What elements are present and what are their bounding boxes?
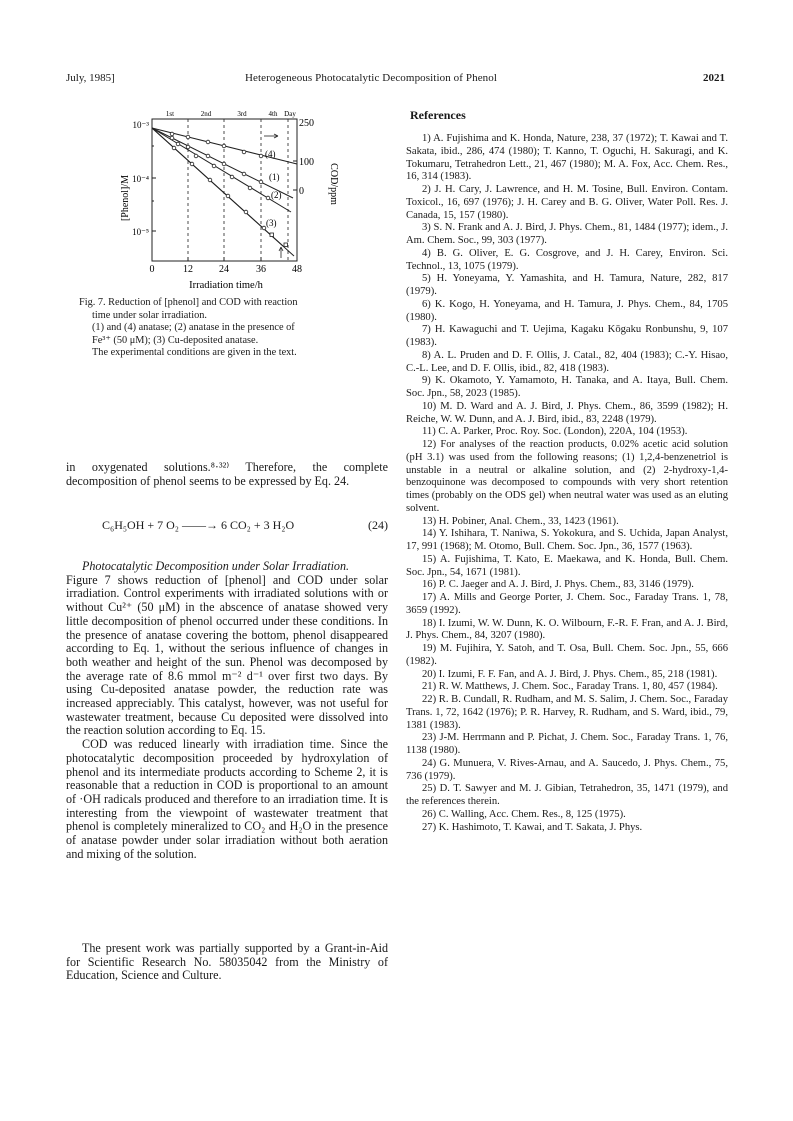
equation-text: C₆H₅OH + 7 O₂ ——→ 6 CO₂ + 3 H₂O xyxy=(102,518,295,532)
reference-item: 27) K. Hashimoto, T. Kawai, and T. Sakata, J. Phys. xyxy=(422,821,643,833)
y-right-axis-label: COD/ppm xyxy=(328,163,339,205)
curve-label: (3) xyxy=(266,218,277,228)
reference-item: 17) A. Mills and George Porter, J. Chem. Soc., Faraday Trans. 1, 78, 3659 (1992). xyxy=(406,592,728,616)
equation-number: (24) xyxy=(368,518,388,532)
figure-caption xyxy=(79,297,379,360)
running-header-left: July, 1985] xyxy=(66,72,115,84)
x-tick: 0 xyxy=(149,264,155,275)
reference-item: 5) H. Yoneyama, Y. Yamashita, and H. Tamura, Nature, 282, 817 (1979). xyxy=(406,273,728,297)
reference-item: 1) A. Fujishima and K. Honda, Nature, 238, 37 (1972); T. Kawai and T. Sakata, ibid., 286, 474 (1980); T. Kanno, T. Oguchi, H. Sakuragi, and K. Tokumaru, Tetrahedron Lett., 21, 467 (1980); M. A. Fox, Acc. Chem. Res., 16, 314 (1983). xyxy=(406,133,728,183)
y-left-tick: 10⁻⁴ xyxy=(132,174,149,184)
body-section-solar xyxy=(66,560,388,861)
x-tick: 12 xyxy=(183,264,193,275)
caption-line: (1) and (4) anatase; (2) anatase in the presence of xyxy=(92,322,295,334)
page-number: 2021 xyxy=(703,72,725,84)
y-left-tick: 10⁻³ xyxy=(132,120,149,130)
x-tick: 24 xyxy=(219,264,229,275)
references-section xyxy=(406,108,728,834)
reference-item: 11) C. A. Parker, Proc. Roy. Soc. (London), 220A, 104 (1953). xyxy=(422,426,688,438)
reference-item: 15) A. Fujishima, T. Kato, E. Maekawa, and K. Honda, Bull. Chem. Soc. Jpn., 54, 1671 (1981). xyxy=(406,553,728,578)
reference-item: 14) Y. Ishihara, T. Naniwa, S. Yokokura, and S. Uchida, Japan Analyst, 17, 991 (1968); M. Otomo, Bull. Chem. Soc. Jpn., 36, 1577 (1963). xyxy=(406,528,728,552)
y-left-axis-label: [Phenol]/M xyxy=(120,174,131,222)
section-heading: Photocatalytic Decomposition under Solar Irradiation. xyxy=(82,559,350,573)
curve-label: (4) xyxy=(265,149,276,159)
caption-title: Fig. 7. Reduction of [phenol] and COD with reaction xyxy=(79,297,298,308)
paragraph-3: COD was reduced linearly with irradiation time. Since the photocatalytic decomposition proceeded by hydroxylation of phenol and its intermediate products according to Scheme 2, it is reasonable that a reduction in COD is proportional to an amount of ·OH radicals produced and therefore to an irradiation time. It is interesting from the viewpoint of wastewater treatment that phenol is completely mineralized to CO₂ and H₂O in the presence of anatase powder under solar irradiation without both aeration and mixing of the solution. xyxy=(66,737,388,861)
references-list xyxy=(406,133,728,834)
equation-24 xyxy=(102,518,388,533)
paragraph-4: The present work was partially supported by a Grant-in-Aid for Scientific Research No. 58035042 from the Ministry of Education, Science and Culture. xyxy=(66,941,388,983)
reference-item: 22) R. B. Cundall, R. Rudham, and M. S. Salim, J. Chem. Soc., Faraday Trans. 1, 72, 1642 (1976); P. R. Harvey, R. Rudham, and S. Ward, ibid., 79, 1381 (1983). xyxy=(406,694,728,731)
y-left-tick: 10⁻⁵ xyxy=(132,227,149,237)
reference-item: 18) I. Izumi, W. W. Dunn, K. O. Wilbourn, F.-R. F. Fran, and A. J. Bird, J. Phys. Chem., 84, 3207 (1980). xyxy=(406,617,728,642)
day-label: 3rd xyxy=(237,110,247,118)
day-label: Day xyxy=(284,110,296,118)
running-header-title: Heterogeneous Photocatalytic Decomposition of Phenol xyxy=(245,72,498,84)
reference-item: 24) G. Munuera, V. Rives-Arnau, and A. Saucedo, J. Phys. Chem., 75, 736 (1979). xyxy=(406,757,728,782)
reference-item: 2) J. H. Cary, J. Lawrence, and H. M. Tosine, Bull. Environ. Contam. Toxicol., 16, 697 (1976); J. H. Carey and B. G. Oliver, Water Poll. Res. J. Canada, 15, 157 (1980). xyxy=(406,184,728,221)
reference-item: 7) H. Kawaguchi and T. Uejima, Kagaku Kōgaku Ronbunshu, 9, 107 (1983). xyxy=(406,324,728,348)
figure-7-plot xyxy=(118,106,339,291)
reference-item: 21) R. W. Matthews, J. Chem. Soc., Faraday Trans. 1, 80, 457 (1984). xyxy=(422,681,718,693)
curve-label: (2) xyxy=(271,190,282,200)
reference-item: 4) B. G. Oliver, E. G. Cosgrove, and J. H. Carey, Environ. Sci. Technol., 13, 1075 (1979). xyxy=(406,247,728,272)
curve-label: (1) xyxy=(269,172,280,182)
day-label: 4th xyxy=(268,110,278,118)
acknowledgment xyxy=(66,942,388,983)
reference-item: 25) D. T. Sawyer and M. J. Gibian, Tetrahedron, 35, 1471 (1979), and the references therein. xyxy=(406,783,728,807)
y-right-tick: 250 xyxy=(299,118,314,129)
reference-item: 16) P. C. Jaeger and A. J. Bird, J. Phys. Chem., 83, 3146 (1979). xyxy=(422,579,694,591)
reference-item: 10) M. D. Ward and A. J. Bird, J. Phys. Chem., 86, 3599 (1982); H. Reiche, W. W. Dunn, and A. J. Bird, ibid., 83, 2248 (1979). xyxy=(406,400,728,425)
x-tick: 48 xyxy=(292,264,302,275)
day-label: 2nd xyxy=(200,110,212,118)
y-right-tick: 100 xyxy=(299,157,314,168)
reference-item: 19) M. Fujihira, Y. Satoh, and T. Osa, Bull. Chem. Soc. Jpn., 55, 666 (1982). xyxy=(406,643,728,667)
y-right-tick: 0 xyxy=(299,186,304,197)
reference-item: 13) H. Pobiner, Anal. Chem., 33, 1423 (1961). xyxy=(422,515,619,527)
paragraph-2-text: Figure 7 shows reduction of [phenol] and COD under solar irradiation. Control experiments with irradiated solutions with or without Cu²⁺ (50 μM) in the abscence of anatase showed very little decomposition of phenol occurred under these conditions. In the presence of anatase covering the bottom, phenol disappeared according to Eq. 1, without the serious influence of changes in both weather and height of the sun. Phenol was decomposed by the average rate of 8.6 mmol m⁻² d⁻¹ over first two days. By using Cu-deposited anatase powder, the reduction rate was increased appreciably. This catalyst, however, was not useful for wastewater treatment, because Cu deposited were dissolved into the reaction solution according to Eq. 15. xyxy=(66,572,388,738)
reference-item: 8) A. L. Pruden and D. F. Ollis, J. Catal., 82, 404 (1983); C.-Y. Hisao, C.-L. Lee, and D. F. Ollis, ibid., 82, 418 (1983). xyxy=(406,349,728,374)
paragraph-2 xyxy=(66,560,388,574)
day-label: 1st xyxy=(165,110,175,118)
reference-item: 23) J-M. Herrmann and P. Pichat, J. Chem. Soc., Faraday Trans. 1, 76, 1138 (1980). xyxy=(406,732,728,756)
body-paragraph xyxy=(66,461,388,488)
caption-title-cont: time under solar irradiation. xyxy=(92,309,207,321)
x-tick: 36 xyxy=(256,264,266,275)
x-axis-label: Irradiation time/h xyxy=(189,280,263,291)
caption-line: Fe³⁺ (50 μM); (3) Cu-deposited anatase. xyxy=(92,334,259,346)
reference-item: 9) K. Okamoto, Y. Yamamoto, H. Tanaka, and A. Itaya, Bull. Chem. Soc. Jpn., 58, 2023 (1985). xyxy=(406,375,728,399)
reference-item: 3) S. N. Frank and A. J. Bird, J. Phys. Chem., 81, 1484 (1977); idem., J. Am. Chem. Soc., 99, 303 (1977). xyxy=(406,222,728,246)
references-heading: References xyxy=(410,108,466,122)
reference-item: 26) C. Walling, Acc. Chem. Res., 8, 125 (1975). xyxy=(422,808,626,820)
paragraph-1: in oxygenated solutions.⁸·³²⁾ Therefore, the complete decomposition of phenol seems to be expressed by Eq. 24. xyxy=(66,460,388,488)
reference-item: 20) I. Izumi, F. F. Fan, and A. J. Bird, J. Phys. Chem., 85, 218 (1981). xyxy=(422,668,718,680)
reference-item: 6) K. Kogo, H. Yoneyama, and H. Tamura, J. Phys. Chem., 84, 1705 (1980). xyxy=(406,298,728,323)
caption-line: The experimental conditions are given in the text. xyxy=(92,347,297,359)
reference-item: 12) For analyses of the reaction products, 0.02% acetic acid solution (pH 3.1) was used from the following reasons; (1) 1,2,4-benzenetriol is unstable in a neutral or alkaline solution, and (2) 2-hydroxy-1,4-benzoquinone was decomposed to compounds with very short retention times (probably on the ODS gel) when neutral water was used as an eluting solvent. xyxy=(406,439,728,514)
